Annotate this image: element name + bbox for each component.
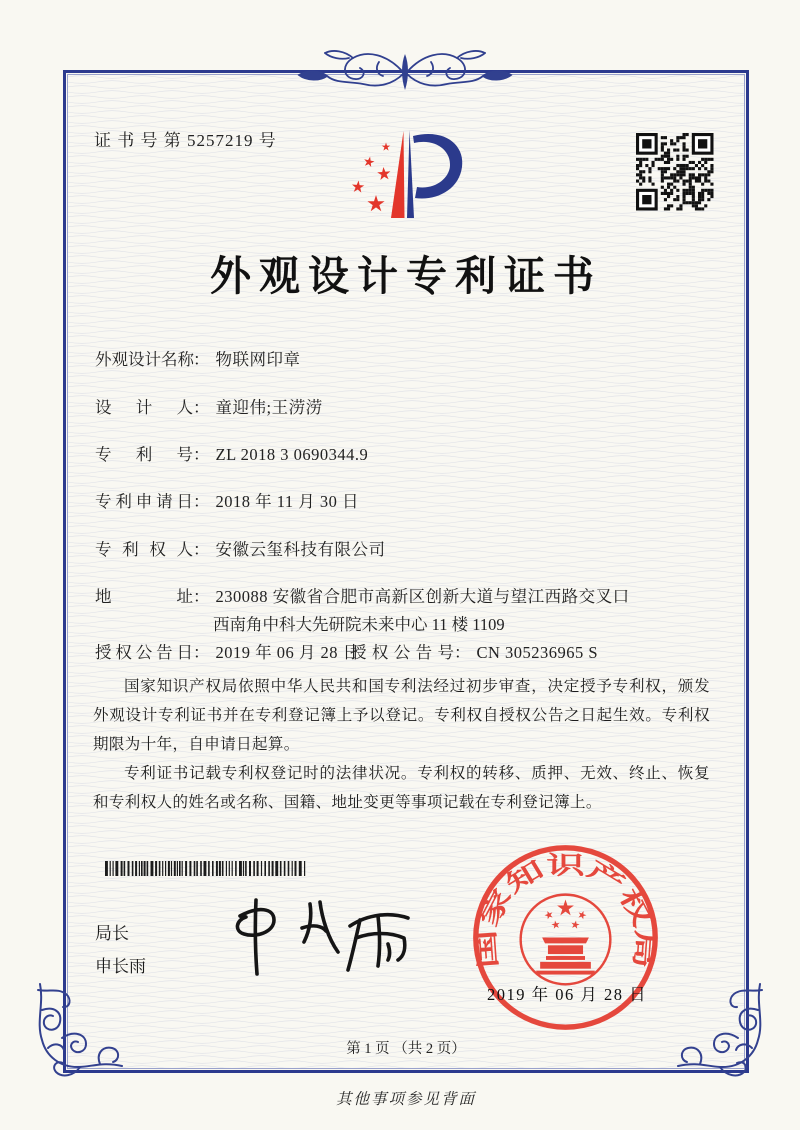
certificate-title: 外观设计专利证书 xyxy=(210,253,602,299)
field-value: 物联网印章 xyxy=(215,350,301,369)
field-value: ZL 2018 3 0690344.9 xyxy=(215,445,369,464)
field-grant-number: 授权公告号： CN 305236965 S xyxy=(350,639,598,663)
director-block xyxy=(95,917,146,983)
field-value: 2019 年 06 月 28 日 xyxy=(215,643,360,662)
field-grant-date: 授权公告日： 2019 年 06 月 28 日 授权公告号： CN 305236965 S xyxy=(95,639,735,663)
legal-paragraph-2: 专利证书记载专利权登记时的法律状况。专利权的转移、质押、无效、终止、恢复和专利权人的姓名或名称、国籍、地址变更等事项记载在专利登记簿上。 xyxy=(93,765,710,811)
back-note: 其他事项参见背面 xyxy=(335,1091,476,1108)
field-address-line2: 西南角中科大先研院未来中心 11 楼 1109 xyxy=(213,615,505,634)
legal-text xyxy=(93,672,710,817)
field-design-name: 外观设计名称： 物联网印章 xyxy=(95,346,735,370)
field-label: 外观设计名称 xyxy=(95,350,194,369)
field-label: 地址 xyxy=(95,587,193,606)
official-seal xyxy=(468,840,663,1035)
cnipa-logo xyxy=(330,126,480,238)
director-title: 局长 xyxy=(95,924,129,943)
seal-text: 国家知识产权局 xyxy=(474,852,658,970)
field-patentee: 专利权人： 安徽云玺科技有限公司 xyxy=(95,536,735,560)
field-value: 2018 年 11 月 30 日 xyxy=(215,492,360,511)
certificate-number: 证 书 号 第 5257219 号 xyxy=(94,131,277,150)
field-label: 专利申请日 xyxy=(95,492,193,511)
field-label: 专利权人 xyxy=(95,540,193,559)
field-label: 授权公告号 xyxy=(350,643,454,662)
seal-date: 2019 年 06 月 28 日 xyxy=(487,985,648,1004)
field-value: 童迎伟;王涝涝 xyxy=(215,398,323,417)
barcode xyxy=(105,861,310,877)
field-label: 设计人 xyxy=(95,398,193,417)
field-value: 230088 安徽省合肥市高新区创新大道与望江西路交叉口 xyxy=(215,587,630,606)
field-label: 专利号 xyxy=(95,445,193,464)
national-emblem xyxy=(521,895,611,985)
field-value: 安徽云玺科技有限公司 xyxy=(215,540,386,559)
director-name: 申长雨 xyxy=(95,957,146,976)
field-label: 授权公告日 xyxy=(95,643,193,662)
qr-code xyxy=(636,133,714,211)
field-filing-date: 专利申请日： 2018 年 11 月 30 日 xyxy=(95,488,735,512)
legal-paragraph-1: 国家知识产权局依照中华人民共和国专利法经过初步审查，决定授予专利权，颁发外观设计专利证书并在专利登记簿上予以登记。专利权自授权公告之日起生效。专利权期限为十年，自申请日起算。 xyxy=(93,678,710,753)
field-address: 地址： 230088 安徽省合肥市高新区创新大道与望江西路交叉口 xyxy=(95,583,735,607)
field-patent-number: 专利号： ZL 2018 3 0690344.9 xyxy=(95,441,735,465)
page-number: 第 1 页 （共 2 页） xyxy=(346,1041,466,1057)
director-signature-handwriting xyxy=(222,886,422,981)
field-value: CN 305236965 S xyxy=(476,643,599,662)
field-designer: 设计人： 童迎伟;王涝涝 xyxy=(95,394,735,418)
